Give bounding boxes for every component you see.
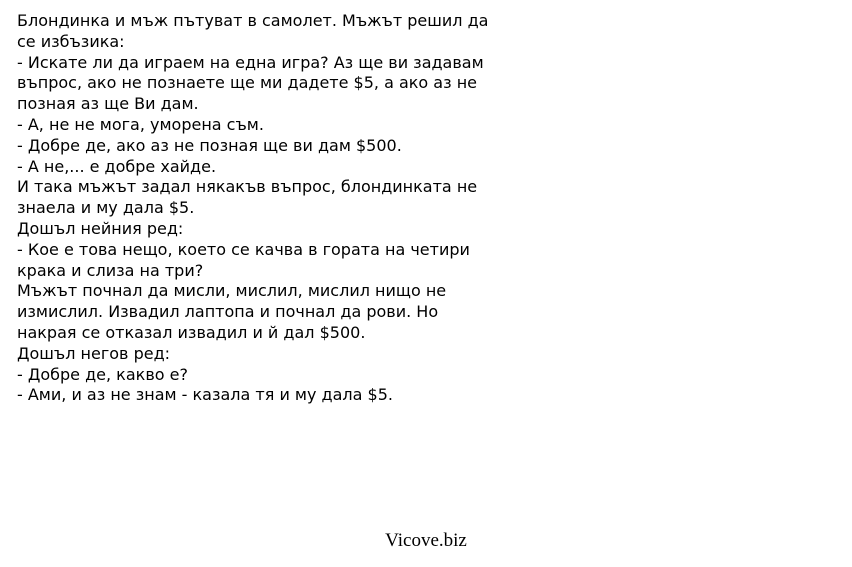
joke-line: - А, не не мога, уморена съм. [17, 114, 264, 134]
joke-line: измислил. Извадил лаптопа и почнал да рови. Но [17, 302, 439, 322]
joke-line: - Ами, и аз не знам - казала тя и му дала $5. [17, 385, 393, 405]
joke-line: накрая се отказал извадил и й дал $500. [17, 322, 366, 342]
joke-line: - Кое е това нещо, което се качва в гората на четири [17, 239, 470, 259]
joke-line: Дошъл негов ред: [17, 343, 171, 363]
joke-line: крака и слиза на три? [17, 260, 204, 280]
joke-text [17, 11, 557, 406]
joke-line: знаела и му дала $5. [17, 198, 195, 218]
joke-line: Мъжът почнал да мисли, мислил, мислил нищо не [17, 281, 447, 301]
joke-line: - Искате ли да играем на една игра? Аз ще ви задавам [17, 52, 484, 72]
joke-line: - Добре де, какво е? [17, 364, 188, 384]
joke-line: се избъзика: [17, 31, 125, 51]
site-watermark: Vicove.biz [385, 530, 467, 551]
joke-line: Дошъл нейния ред: [17, 218, 184, 238]
joke-line: позная аз ще Ви дам. [17, 94, 199, 114]
joke-line: Блондинка и мъж пътуват в самолет. Мъжът решил да [17, 11, 489, 30]
joke-line: въпрос, ако не познаете ще ми дадете $5, а ако аз не [17, 73, 478, 93]
joke-line: И така мъжът задал някакъв въпрос, блондинката не [17, 177, 478, 197]
joke-line: - Добре де, ако аз не позная ще ви дам $500. [17, 135, 402, 155]
joke-line: - А не,... е добре хайде. [17, 156, 217, 176]
